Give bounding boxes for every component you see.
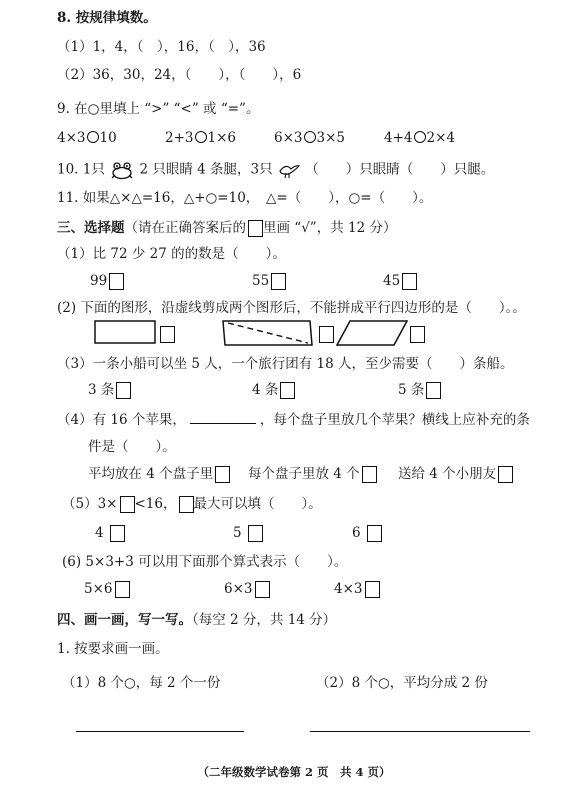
answer-box[interactable] (367, 525, 382, 542)
compare-circle[interactable] (304, 131, 316, 143)
answer-box[interactable] (271, 273, 286, 290)
s3-q3-opt-3 (398, 381, 441, 399)
compare-circle[interactable] (87, 131, 99, 143)
s3-q5-opt-2 (233, 524, 263, 542)
q10-part-a: 10. 1只 (57, 161, 105, 178)
q5-part-a: （5）3× (62, 496, 118, 512)
answer-box[interactable] (498, 466, 513, 483)
fill-blank-line[interactable] (190, 411, 256, 424)
s3-q4-opt-2 (248, 465, 377, 483)
s3-q1-opt-3 (383, 272, 417, 290)
answer-box-sample (248, 220, 263, 237)
answer-box[interactable] (410, 326, 425, 343)
q8-line1: （1）1，4，（ ），16，（ ），36 (57, 39, 266, 55)
s3-q2-opt-2 (317, 325, 334, 343)
option-label: 5×6 (84, 581, 113, 597)
s3-q1-opt-2 (252, 272, 286, 290)
option-label: 每个盘子里放 4 个 (248, 466, 360, 482)
compare-circle[interactable] (414, 131, 426, 143)
option-label: 45 (383, 273, 401, 289)
q9-right-3: 3×5 (316, 130, 345, 146)
s3-q6-opt-3 (334, 580, 380, 598)
option-label: 平均放在 4 个盘子里 (88, 466, 214, 482)
sec4-note: （每空 2 分，共 14 分） (192, 612, 337, 628)
answer-box[interactable] (365, 581, 380, 598)
q9-right-4: 2×4 (426, 130, 455, 146)
q9-left-2: 2+3 (165, 130, 194, 146)
q9-item-4 (384, 129, 455, 147)
s3-q5-stem (62, 495, 322, 513)
sec3-title-line (57, 219, 396, 237)
q9-left-3: 6×3 (274, 130, 303, 146)
option-label: 3 条 (88, 382, 115, 398)
s3-q6-opt-2 (224, 580, 270, 598)
s3-q3-opt-2 (252, 381, 295, 399)
drawing-answer-line-b[interactable] (310, 731, 530, 732)
option-label: 4 (95, 525, 104, 541)
option-label: 5 条 (398, 382, 425, 398)
q9-title: 9. 在○里填上 “>” “<” 或 “=”。 (57, 101, 260, 117)
s3-q5-opt-3 (352, 524, 382, 542)
trapezoid-dashed-shape (222, 320, 314, 346)
q8-line2: （2）36，30，24，（ ），（ ），6 (57, 67, 302, 83)
s3-q6-stem: (6) 5×3+3 可以用下面那个算式表示（ ）。 (62, 554, 348, 570)
answer-box[interactable] (402, 273, 417, 290)
parallelogram-shape (336, 320, 408, 346)
page-footer: （二年级数学试卷第 2 页 共 4 页） (197, 765, 391, 779)
frog-icon (109, 160, 135, 180)
answer-box[interactable] (115, 581, 130, 598)
answer-box[interactable] (280, 382, 295, 399)
answer-box[interactable] (248, 525, 263, 542)
answer-box[interactable] (110, 525, 125, 542)
q9-left-1: 4×3 (57, 130, 86, 146)
q9-right-2: 1×6 (207, 130, 236, 146)
answer-box[interactable] (426, 382, 441, 399)
compare-circle[interactable] (195, 131, 207, 143)
sec4-title: 四、画一画，写一写。 (57, 612, 192, 628)
q10-part-c: （ ）只眼睛（ ）只腿。 (305, 161, 495, 178)
s3-q3-opt-1 (88, 381, 131, 399)
q5-part-c: 最大可以填（ ）。 (193, 496, 322, 512)
drawing-answer-line-a[interactable] (76, 731, 244, 732)
answer-box[interactable] (215, 466, 230, 483)
option-label: 4 条 (252, 382, 279, 398)
answer-box[interactable] (160, 326, 175, 343)
rectangle-shape (94, 320, 156, 344)
q9-item-2 (165, 129, 236, 147)
s3-q2-stem: (2) 下面的图形，沿虚线剪成两个图形后，不能拼成平行四边形的是（ ）。。 (57, 300, 526, 316)
bird-icon (277, 161, 301, 179)
s3-q6-opt-1 (84, 580, 130, 598)
s3-q2-opt-3 (408, 325, 425, 343)
answer-box[interactable] (179, 496, 194, 513)
s3-q5-opt-1 (95, 524, 125, 542)
s3-q1-opt-1 (90, 272, 124, 290)
sec3-note-a: （请在正确答案后的 (124, 220, 246, 236)
answer-box[interactable] (362, 466, 377, 483)
s3-q4-stem-cont: 件是（ ）。 (88, 439, 176, 455)
answer-box[interactable] (109, 273, 124, 290)
s3-q2-opt-1 (158, 325, 175, 343)
q5-part-b: <16， (134, 496, 177, 512)
q10-line (57, 160, 494, 180)
answer-box[interactable] (319, 326, 334, 343)
sec4-q1-part-a: （1）8 个○，每 2 个一份 (62, 675, 221, 691)
s3-q1-stem: （1）比 72 少 27 的的数是（ ）。 (57, 246, 286, 262)
sec4-q1-title: 1. 按要求画一画。 (57, 641, 169, 657)
s3-q4-stem (57, 411, 530, 429)
option-label: 5 (233, 525, 242, 541)
answer-box[interactable] (120, 496, 135, 513)
q9-item-1 (57, 129, 117, 147)
sec3-title: 三、选择题 (57, 220, 125, 236)
option-label: 6 (352, 525, 361, 541)
q9-left-4: 4+4 (384, 130, 413, 146)
q4-stem-a: （4）有 16 个苹果， (57, 412, 186, 428)
q10-part-b: 2 只眼睛 4 条腿，3只 (139, 161, 273, 178)
sec4-title-line (57, 611, 336, 629)
q11-line: 11. 如果△×△=16，△+○=10， △=（ ），○=（ ）。 (57, 190, 433, 206)
q4-stem-b: ，每个盘子里放几个苹果？横线上应补充的条 (259, 412, 530, 428)
s3-q4-opt-3 (398, 465, 513, 483)
sec4-q1-part-b: （2）8 个○，平均分成 2 份 (316, 675, 488, 691)
option-label: 55 (252, 273, 270, 289)
q9-item-3 (274, 129, 345, 147)
s3-q3-stem: （3）一条小船可以坐 5 人，一个旅行团有 18 人，至少需要（ ）条船。 (57, 356, 514, 372)
s3-q4-opt-1 (88, 465, 230, 483)
answer-box[interactable] (255, 581, 270, 598)
sec3-note-b: 里画 “√”，共 12 分） (263, 220, 397, 236)
q8-title: 8. 按规律填数。 (57, 10, 157, 26)
option-label: 送给 4 个小朋友 (398, 466, 497, 482)
option-label: 99 (90, 273, 108, 289)
option-label: 4×3 (334, 581, 363, 597)
answer-box[interactable] (116, 382, 131, 399)
option-label: 6×3 (224, 581, 253, 597)
q9-right-1: 10 (99, 130, 117, 146)
